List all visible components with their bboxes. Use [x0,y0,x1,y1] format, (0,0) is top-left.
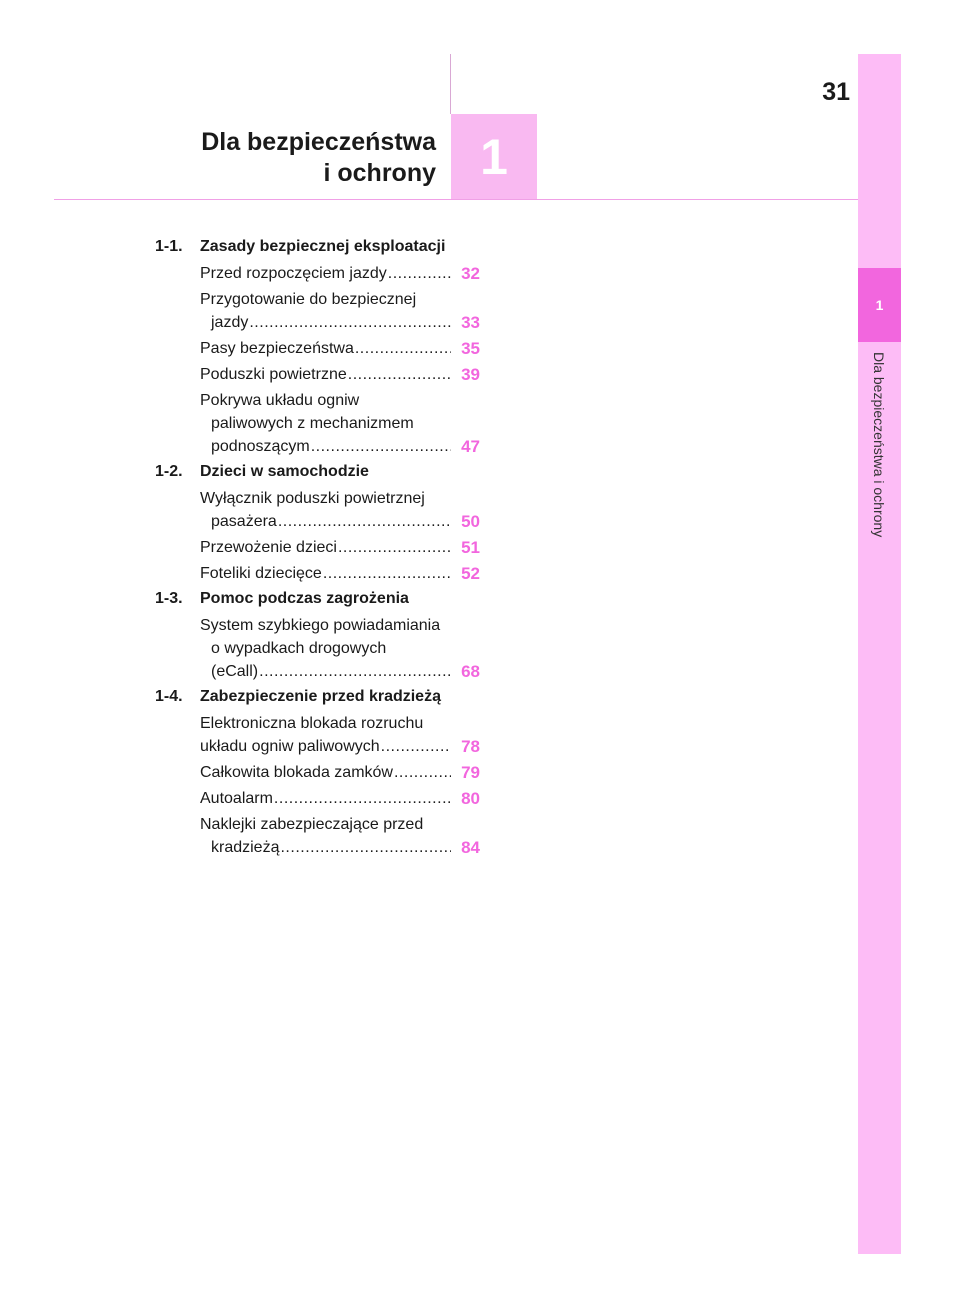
toc-entry[interactable] [200,562,480,585]
toc-entry-line [200,363,452,386]
toc-entry-line [200,562,452,585]
toc-section-heading[interactable] [155,461,480,483]
toc-section [155,236,480,458]
toc-entry-text: Poduszki powietrzne [200,366,347,383]
toc-entry-line [200,412,452,435]
chapter-number: 1 [480,129,508,185]
toc-section-heading[interactable] [155,236,480,258]
toc-section-number: 1-3. [155,590,183,607]
toc-entry-line [200,614,452,637]
toc-leader-dots [388,262,451,285]
toc-page-number[interactable]: 52 [461,564,480,583]
toc-page-number[interactable]: 35 [461,339,480,358]
toc-entry-line [200,389,452,412]
toc-section-number: 1-4. [155,688,183,705]
toc-entry-text: (eCall) [211,663,259,680]
toc-entry-line [200,637,452,660]
page-number: 31 [822,78,850,106]
toc-page-number[interactable]: 33 [461,313,480,332]
toc-section [155,588,480,683]
toc-entry-line [200,487,452,510]
toc-entry[interactable] [200,813,480,859]
chapter-title [201,127,436,189]
toc-entry-line [200,288,452,311]
side-label-container [858,352,901,537]
toc-section-heading[interactable] [155,588,480,610]
toc-section-title: Zasady bezpiecznej eksploatacji [200,238,446,255]
toc-entry-text: Przygotowanie do bezpiecznej [200,291,417,308]
toc-entry-line [200,836,452,859]
toc-entry[interactable] [200,787,480,810]
toc-entry-line [200,735,452,758]
toc-entry-text: układu ogniw paliwowych [200,738,380,755]
toc-leader-dots [381,735,451,758]
toc-entry-text: Całkowita blokada zamków [200,764,393,781]
toc-entry[interactable] [200,262,480,285]
toc-entry-text: System szybkiego powiadamiania [200,617,441,634]
toc-entry-text: podnoszącym [211,438,310,455]
toc-entry-text: Wyłącznik poduszki powietrznej [200,490,425,507]
toc-entry-line [200,813,452,836]
side-strip [858,54,901,1254]
toc-page-number[interactable]: 32 [461,264,480,283]
toc-section-title: Pomoc podczas zagrożenia [200,590,409,607]
toc-section-title: Dzieci w samochodzie [200,463,369,480]
toc-page-number[interactable]: 47 [461,437,480,456]
toc-leader-dots [280,836,451,859]
chapter-title-line-2: i ochrony [323,159,436,187]
toc-entry[interactable] [200,487,480,533]
toc-entry-text: jazdy [211,314,249,331]
toc-section-number: 1-2. [155,463,183,480]
toc-leader-dots [274,787,451,810]
toc-entry-text: Pasy bezpieczeństwa [200,340,354,357]
header-rule [54,199,858,200]
toc-entry-line [200,311,452,334]
toc-entry-line [200,262,452,285]
toc-section-heading[interactable] [155,686,480,708]
toc-page-number[interactable]: 39 [461,365,480,384]
toc-leader-dots [311,435,451,458]
toc-entry-text: Pokrywa układu ogniw [200,392,360,409]
toc-entry-line [200,435,452,458]
toc-entry-line [200,712,452,735]
toc-entry[interactable] [200,389,480,458]
toc-entry-line [200,536,452,559]
toc-leader-dots [348,363,451,386]
toc-page-number[interactable]: 78 [461,737,480,756]
toc-section [155,461,480,585]
toc-leader-dots [355,337,451,360]
toc-entry-text: Elektroniczna blokada rozruchu [200,715,424,732]
toc-entry[interactable] [200,614,480,683]
header-divider-line [450,54,451,114]
toc-entry-text: o wypadkach drogowych [211,640,387,657]
side-tab-chapter[interactable] [858,268,901,342]
toc-entry-text: Przewożenie dzieci [200,539,337,556]
toc-entry-text: kradzieżą [211,839,280,856]
toc-entry-line [200,761,452,784]
toc-entry-text: pasażera [211,513,277,530]
toc-leader-dots [394,761,451,784]
toc-entry-text: Foteliki dziecięce [200,565,322,582]
toc-entry[interactable] [200,536,480,559]
toc-entry-text: Autoalarm [200,790,273,807]
toc-entry-line [200,510,452,533]
toc-section-title: Zabezpieczenie przed kradzieżą [200,688,441,705]
toc-leader-dots [323,562,451,585]
toc-section [155,686,480,859]
toc-entry-text: paliwowych z mechanizmem [211,415,414,432]
toc-entry-line [200,787,452,810]
toc-entry-text: Przed rozpoczęciem jazdy [200,265,387,282]
toc-section-number: 1-1. [155,238,183,255]
toc-entry-line [200,660,452,683]
toc-page-number[interactable]: 51 [461,538,480,557]
toc-entry[interactable] [200,712,480,758]
side-tab-number: 1 [875,297,884,313]
chapter-title-line-1: Dla bezpieczeństwa [201,128,436,156]
side-tab-label: Dla bezpieczeństwa i ochrony [871,352,887,538]
table-of-contents [155,236,480,862]
toc-leader-dots [259,660,451,683]
toc-entry[interactable] [200,363,480,386]
toc-entry[interactable] [200,288,480,334]
chapter-number-box [451,114,537,200]
toc-page-number[interactable]: 84 [461,838,480,857]
toc-leader-dots [338,536,451,559]
toc-page-number[interactable]: 79 [461,763,480,782]
toc-leader-dots [249,311,451,334]
toc-page-number[interactable]: 68 [461,662,480,681]
toc-entry[interactable] [200,761,480,784]
toc-leader-dots [278,510,451,533]
toc-entry-line [200,337,452,360]
toc-entry[interactable] [200,337,480,360]
toc-page-number[interactable]: 80 [461,789,480,808]
toc-page-number[interactable]: 50 [461,512,480,531]
toc-entry-text: Naklejki zabezpieczające przed [200,816,424,833]
